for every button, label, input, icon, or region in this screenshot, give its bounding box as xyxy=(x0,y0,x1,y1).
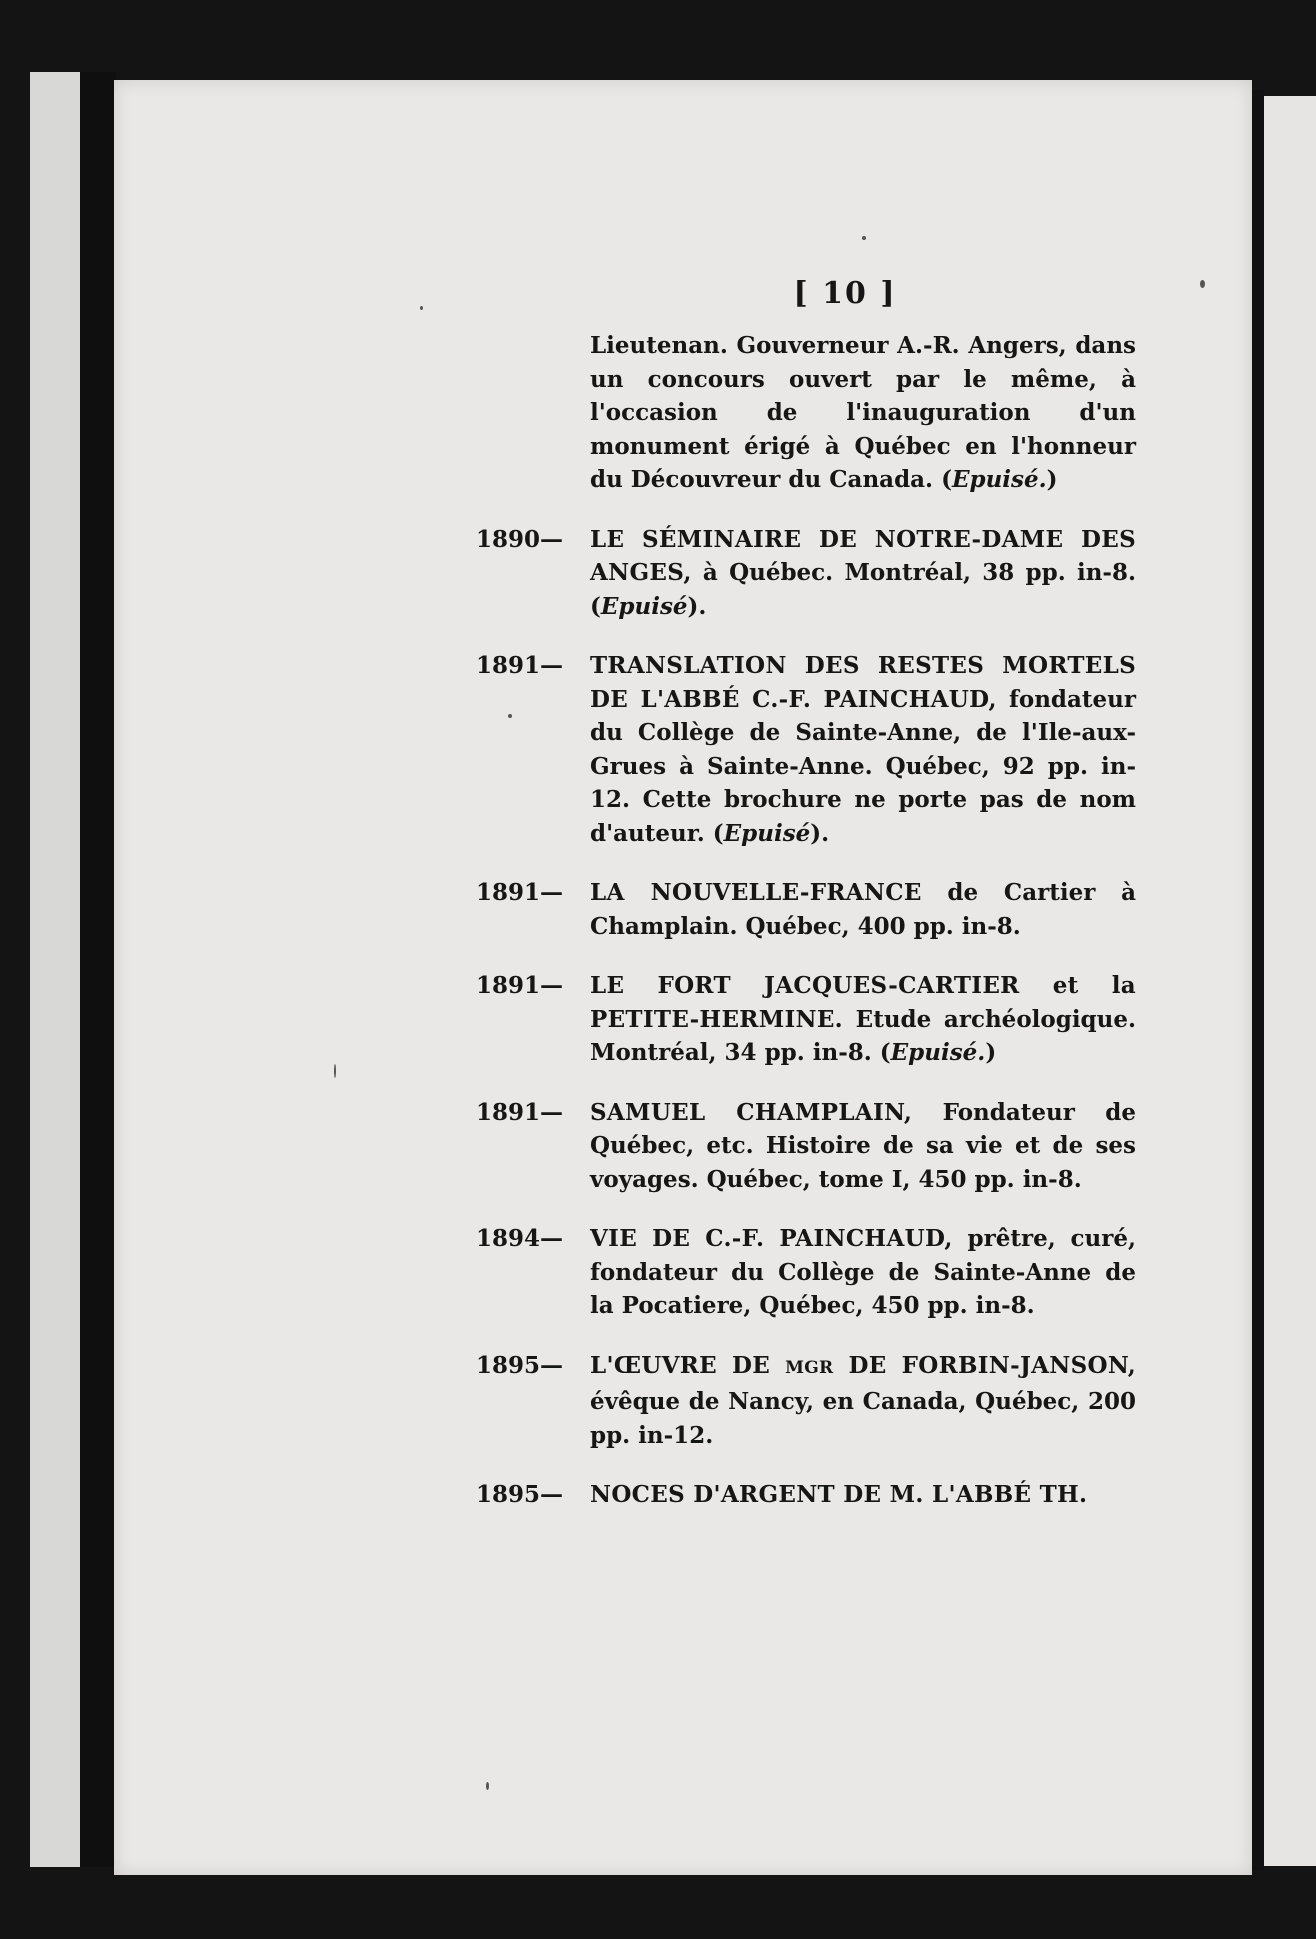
bibliography-entry xyxy=(476,969,1136,1070)
bibliography-entry xyxy=(476,649,1136,850)
intro-paragraph xyxy=(590,329,1136,497)
entry-year: 1890— xyxy=(476,525,564,553)
right-page-edge xyxy=(1264,96,1316,1866)
entry-year: 1895— xyxy=(476,1351,564,1379)
dust-speck xyxy=(862,236,866,240)
entry-title: SAMUEL CHAMPLAIN, xyxy=(590,1098,913,1126)
dust-speck xyxy=(334,1064,336,1078)
entry-year: 1894— xyxy=(476,1225,564,1252)
entry-title: VIE DE C.-F. PAINCHAUD, xyxy=(590,1225,953,1252)
entry-year: 1891— xyxy=(476,879,564,906)
bibliography-entry xyxy=(476,1478,1136,1512)
entry-title: LE SÉMINAIRE DE NOTRE-DAME DES ANGES, xyxy=(590,525,1136,586)
entry-details: Etude archéologique. Montréal, 34 pp. in-8. ( xyxy=(590,1005,1136,1066)
book-spine-shadow xyxy=(80,72,116,1867)
entry-details: de Cartier à Champlain. Québec, 400 pp. in-8. xyxy=(590,879,1136,940)
entry-details: fondateur du Collège de Sainte-Anne, de l'Ile-aux-Grues à Sainte-Anne. Québec, 92 pp. in-12. Cette brochure ne porte pas de nom d'auteur. ( xyxy=(590,685,1136,847)
entry-year: 1895— xyxy=(476,1481,564,1508)
intro-text-end: ) xyxy=(1046,466,1058,493)
entry-title-rest: DE FORBIN-JANSON, xyxy=(833,1351,1137,1379)
bibliography-entry xyxy=(476,1096,1136,1197)
dust-speck xyxy=(486,1782,489,1790)
entry-note: Epuisé xyxy=(600,592,688,620)
entry-year: 1891— xyxy=(476,1098,564,1126)
page-number: [ 10 ] xyxy=(793,276,897,311)
right-gutter-shadow xyxy=(1252,90,1264,1870)
intro-note: Epuisé. xyxy=(951,466,1047,493)
entry-details: Fondateur de Québec, etc. Histoire de sa vie et de ses voyages. Québec, tome I, 450 pp. in-8. xyxy=(590,1098,1136,1193)
entry-note: Epuisé. xyxy=(890,1039,986,1066)
bibliography-entry xyxy=(476,1349,1136,1453)
entry-details: prêtre, curé, fondateur du Collège de Sainte-Anne de la Pocatiere, Québec, 450 pp. in-8. xyxy=(590,1225,1136,1319)
entry-year: 1891— xyxy=(476,972,564,999)
left-page-edge xyxy=(30,72,80,1867)
page-text xyxy=(476,276,1136,1538)
entry-details: évêque de Nancy, en Canada, Québec, 200 pp. in-12. xyxy=(590,1388,1136,1449)
dust-speck xyxy=(420,306,423,310)
entry-details-end: ). xyxy=(810,819,830,847)
entry-details-end: ) xyxy=(985,1039,997,1066)
dust-speck xyxy=(1200,280,1205,288)
bibliography-entry xyxy=(476,876,1136,943)
intro-text: Lieutenan. Gouverneur A.-R. Angers, dans un concours ouvert par le même, à l'occasion de l'inauguration d'un monument érigé à Québec en l'honneur du Découvreur du Canada. ( xyxy=(590,332,1136,493)
bibliography-entry xyxy=(476,523,1136,624)
entry-details: à Québec. Montréal, 38 pp. in-8. ( xyxy=(590,559,1136,620)
entry-title: L'ŒUVRE DE xyxy=(590,1351,786,1379)
bibliography-entry xyxy=(476,1222,1136,1323)
entry-title: LA NOUVELLE-FRANCE xyxy=(590,879,922,906)
entry-title: NOCES D'ARGENT DE M. L'ABBÉ TH. xyxy=(590,1481,1088,1508)
entry-title-mgr: MGR xyxy=(785,1357,834,1378)
entry-year: 1891— xyxy=(476,652,564,679)
entry-note: Epuisé xyxy=(723,819,811,847)
entry-title: LE FORT JACQUES-CARTIER et la PETITE-HERMINE. xyxy=(590,972,1136,1033)
entry-details-end: ). xyxy=(687,592,707,620)
entry-title: TRANSLATION DES RESTES MORTELS DE L'ABBÉ C.-F. PAINCHAUD, xyxy=(590,652,1136,713)
